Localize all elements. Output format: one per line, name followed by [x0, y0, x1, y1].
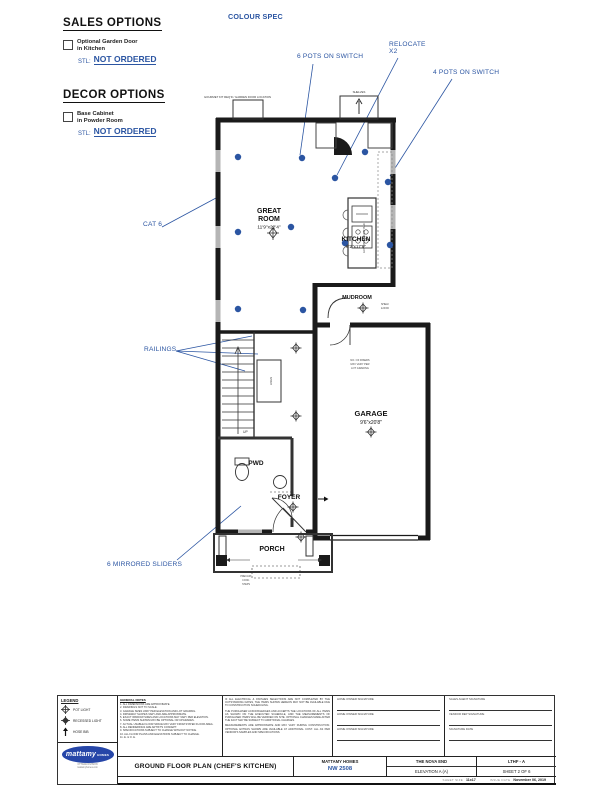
- mudroom-label: MUDROOM: [342, 295, 372, 301]
- mattamy-logo: mattamy HOMES: [62, 746, 114, 763]
- legend-recessed-light: RECESSED LIGHT: [61, 716, 117, 725]
- plan-code: NW 2508: [327, 765, 353, 772]
- logo-box: [58, 743, 118, 784]
- title-block: [57, 695, 555, 785]
- kitchen-dims: 8'2"x17'6": [346, 244, 366, 249]
- garage-label: GARAGE: [354, 409, 388, 418]
- kitchen-label: KITCHEN: [341, 236, 371, 243]
- recessed-light-icon: [61, 716, 70, 725]
- exterior-walls: [216, 118, 430, 540]
- signature-field[interactable]: HOME OWNER SIGNATURE: [337, 712, 440, 726]
- legend-pot-light: POT LIGHT: [61, 705, 117, 714]
- svg-text:ROOM: ROOM: [258, 216, 280, 223]
- sheet-number: SHEET 2 OF 6: [502, 769, 531, 774]
- svg-text:STEPS: STEPS: [242, 583, 250, 586]
- porch-label: PORCH: [259, 546, 285, 553]
- cat6-label: CAT 6: [143, 221, 163, 228]
- signatures-vendor: [445, 696, 556, 756]
- model-cell: [387, 756, 477, 776]
- shelves-label: SHELVES: [352, 90, 366, 94]
- purchaser-notes: IF ALL ELECTRICAL & FINISHES SELECTIONS ARE NOT COMPLETED BY THE OUTSTANDING DATES, THE ITEMS SHOWN HEREON MAY NOT BE AVAILABLE DUE TO CONSTRUCTION SCHEDULING. THE PURCHASER ACKNOWLEDGES AND ACCEPTS THE LOCATIONS OF ALL ITEMS AS SHOWN ON THE EXECUTED SCHEDULE, AND THE MEASUREMENTS OF PURCHASED ITEMS WILL BE VERIFIED ON SITE. OPTIONAL CHANGES MADE AFTER THE FACT MAY BE SUBJECT TO ADDITIONAL CHARGES. MEASUREMENTS ARE APPROXIMATE AND MAY VARY DURING CONSTRUCTION. OPTIONAL EXTRAS SHOWN ARE AVAILABLE AT ADDITIONAL COST. ALL AS PER VENDOR'S SAMPLES AND SPECIFICATIONS.: [223, 696, 333, 756]
- signature-field[interactable]: HOME OWNER SIGNATURE: [337, 727, 440, 741]
- garage-dims: 9'6"x20'8": [360, 420, 382, 426]
- signature-field[interactable]: SIGNATURE DATE: [449, 727, 552, 741]
- sales-options-heading: SALES OPTIONS: [63, 17, 162, 29]
- porch-structure: [214, 534, 332, 578]
- decor-options-heading: DECOR OPTIONS: [63, 89, 165, 101]
- status-not-ordered: NOT ORDERED: [93, 54, 157, 65]
- up-label: UP: [243, 430, 248, 434]
- legend-title: LEGEND: [61, 698, 79, 703]
- elevation: ELEVATION A (A): [414, 769, 449, 774]
- garage-note: NO. OF RISERS: [350, 359, 370, 362]
- porch-note: PRECAST: [240, 575, 252, 578]
- kitchen-island: [343, 198, 376, 268]
- hose-bib-icon: [318, 497, 329, 502]
- sheet-size: 11x17: [466, 778, 476, 782]
- relocate-label: RELOCATE X2: [389, 41, 426, 56]
- gourmet-kit-box: [233, 100, 263, 119]
- company-cell: [294, 756, 387, 776]
- drawing-title-cell: [118, 756, 294, 776]
- signature-field[interactable]: HOME OWNER SIGNATURE: [337, 697, 440, 711]
- signature-field[interactable]: SALES AGENT SIGNATURE: [449, 697, 552, 711]
- linen-label: LINEN: [269, 376, 273, 386]
- general-notes: GENERAL NOTES 1. ALL DIMENSIONS ARE APPROXIMATE. 2. DRAWINGS NOT TO SCALE. 3. GARAGE SIZES VARY PER ELEVATION AND LOT GRADING. 4. DRIVEWAY SLOPES VARY AND ARE APPROXIMATE. 5. EXACT WINDOW SIZES AND LOCATIONS MAY VARY PER ELEVATION. 6. SOME ITEMS SHOWN MAY BE OPTIONAL OR UPGRADES. 7. ACTUAL USABLE FLOOR SPACE MAY VARY FROM STATED FLOOR AREA. 8. ALL RENDERINGS ARE ARTIST'S CONCEPT. 9. SPECIFICATIONS SUBJECT TO CHANGE WITHOUT NOTICE. 10. ALL FLOOR PLANS AND ELEVATIONS SUBJECT TO CHANGE. 11. E. & O. E.: [118, 696, 223, 756]
- garage-door: [330, 532, 418, 543]
- colour-spec-label: COLOUR SPEC: [228, 12, 283, 21]
- signature-field[interactable]: VENDOR REP SIGNATURE: [449, 712, 552, 726]
- legend-hose-bib: HOSE BIB: [61, 727, 117, 736]
- pwd-label: PWD: [248, 460, 264, 467]
- shelf-rod-label: SHELF: [380, 303, 390, 306]
- sheet-meta-strip: SHEET SIZE 11x17 ISSUE DATE November 06, 2019: [118, 776, 556, 785]
- pwd-room: [218, 438, 295, 532]
- svg-text:CONC.: CONC.: [242, 579, 250, 582]
- svg-text:LOT GRADING: LOT GRADING: [351, 367, 369, 370]
- mirrored-sliders-label: 6 MIRRORED SLIDERS: [107, 561, 183, 568]
- series-cell: [477, 756, 556, 776]
- gourmet-kit-label: GOURMET KIT REQ'D / GARDEN DOOR LOCATION: [204, 95, 272, 99]
- status-not-ordered: NOT ORDERED: [93, 126, 157, 137]
- decor-option-status: STL: NOT ORDERED: [78, 126, 157, 138]
- railings-label: RAILINGS: [144, 346, 177, 353]
- pot-light-icon: [61, 705, 70, 714]
- sales-option-status: STL: NOT ORDERED: [78, 54, 157, 66]
- sales-option-label: Optional Garden Door in Kitchen: [77, 39, 138, 52]
- logo-subtext: OTTAWA DIVISION mattamyhomes.com: [77, 764, 98, 769]
- company-name: MATTAMY HOMES: [321, 759, 359, 764]
- svg-text:MAY VARY PER: MAY VARY PER: [350, 363, 370, 366]
- great-room-dims: 11'9"x22'4": [257, 225, 281, 231]
- hose-bib-icon: [61, 727, 70, 736]
- foyer-label: FOYER: [277, 494, 301, 501]
- breakfast-bar-label: EXT'D BREAKFAST BAR: [363, 223, 366, 253]
- model-name: THE NOVA END: [387, 759, 476, 767]
- issue-date: November 06, 2019: [513, 778, 546, 782]
- pots4-label: 4 POTS ON SWITCH: [433, 69, 500, 76]
- drawing-title: GROUND FLOOR PLAN (CHEF'S KITCHEN): [134, 763, 277, 770]
- stairs: [222, 332, 254, 438]
- svg-text:& ROD: & ROD: [381, 307, 389, 310]
- leader-lines: [162, 58, 452, 560]
- pantry-door-swing: [334, 124, 352, 155]
- signatures-owner: [333, 696, 445, 756]
- legend-box: [58, 696, 118, 743]
- series: LTHF - A: [477, 759, 556, 767]
- mudroom-fittings: [328, 298, 350, 345]
- pots6-label: 6 POTS ON SWITCH: [297, 53, 364, 60]
- decor-option-label: Base Cabinet in Powder Room: [77, 111, 123, 124]
- great-room-label: GREAT: [257, 208, 281, 215]
